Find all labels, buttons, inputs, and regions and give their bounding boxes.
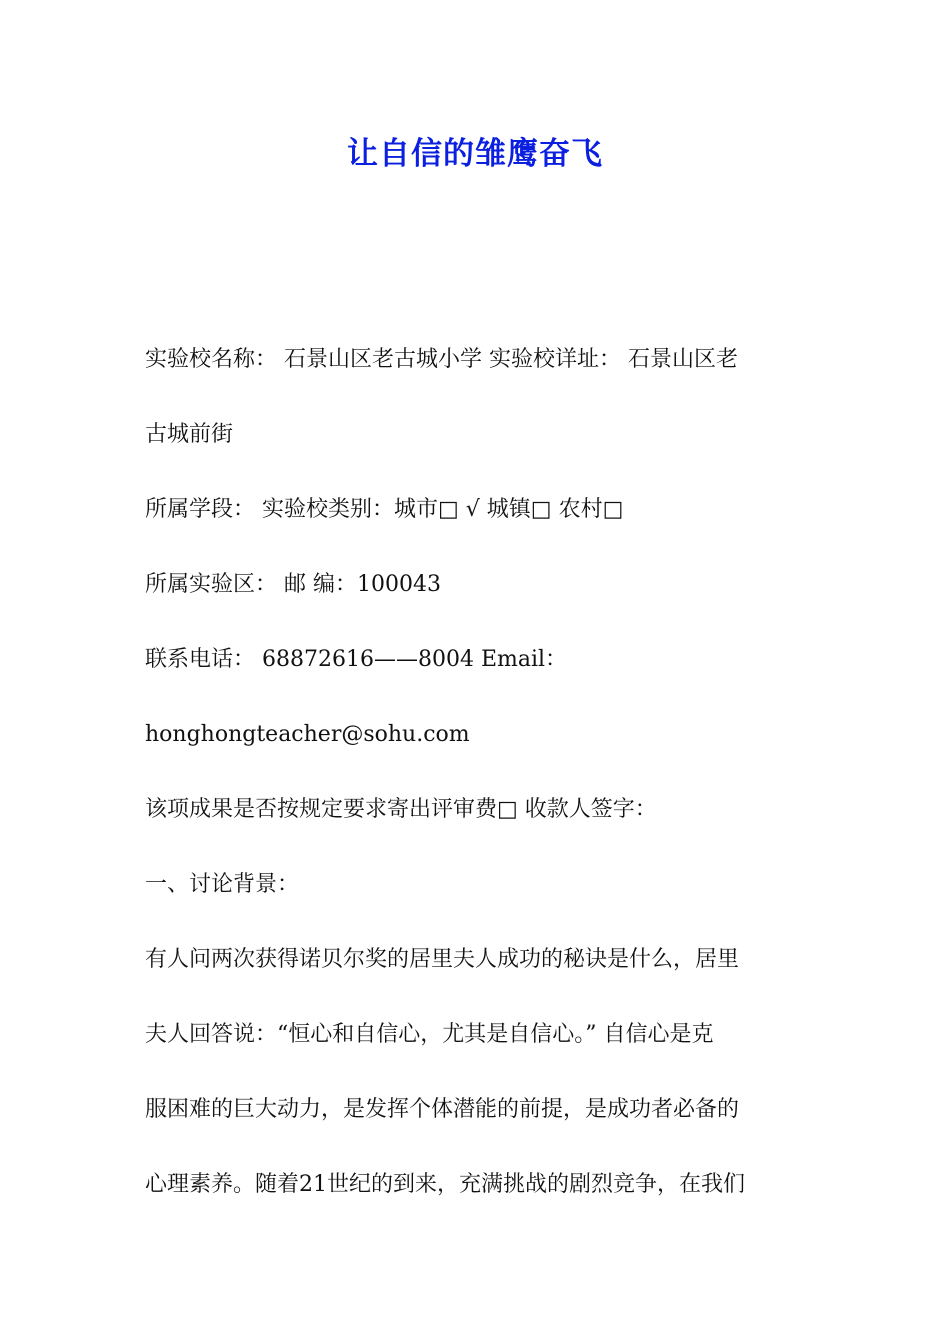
info-email-address: honghongteacher@sohu.com <box>145 722 470 747</box>
info-review-fee: 该项成果是否按规定要求寄出评审费□ 收款人签字： <box>145 797 657 822</box>
info-school-stage-type: 所属学段： 实验校类别：城市□ √ 城镇□ 农村□ <box>145 497 624 522</box>
paragraph-line-4: 心理素养。随着21世纪的到来，充满挑战的剧烈竞争，在我们 <box>145 1172 745 1197</box>
paragraph-line-3: 服困难的巨大动力，是发挥个体潜能的前提，是成功者必备的 <box>145 1097 740 1122</box>
paragraph-line-1: 有人问两次获得诺贝尔奖的居里夫人成功的秘诀是什么，居里 <box>145 947 740 972</box>
info-address-continued: 古城前街 <box>145 422 234 447</box>
section-heading-background: 一、讨论背景： <box>145 872 300 897</box>
paragraph-line-2: 夫人回答说：“恒心和自信心，尤其是自信心。” 自信心是克 <box>145 1022 714 1047</box>
info-school-name: 实验校名称： 石景山区老古城小学 实验校详址： 石景山区老 <box>145 347 738 372</box>
document-title: 让自信的雏鹰奋飞 <box>347 136 603 172</box>
info-district-postcode: 所属实验区： 邮 编：100043 <box>145 572 441 597</box>
info-phone-email: 联系电话： 68872616——8004 Email： <box>145 647 568 672</box>
